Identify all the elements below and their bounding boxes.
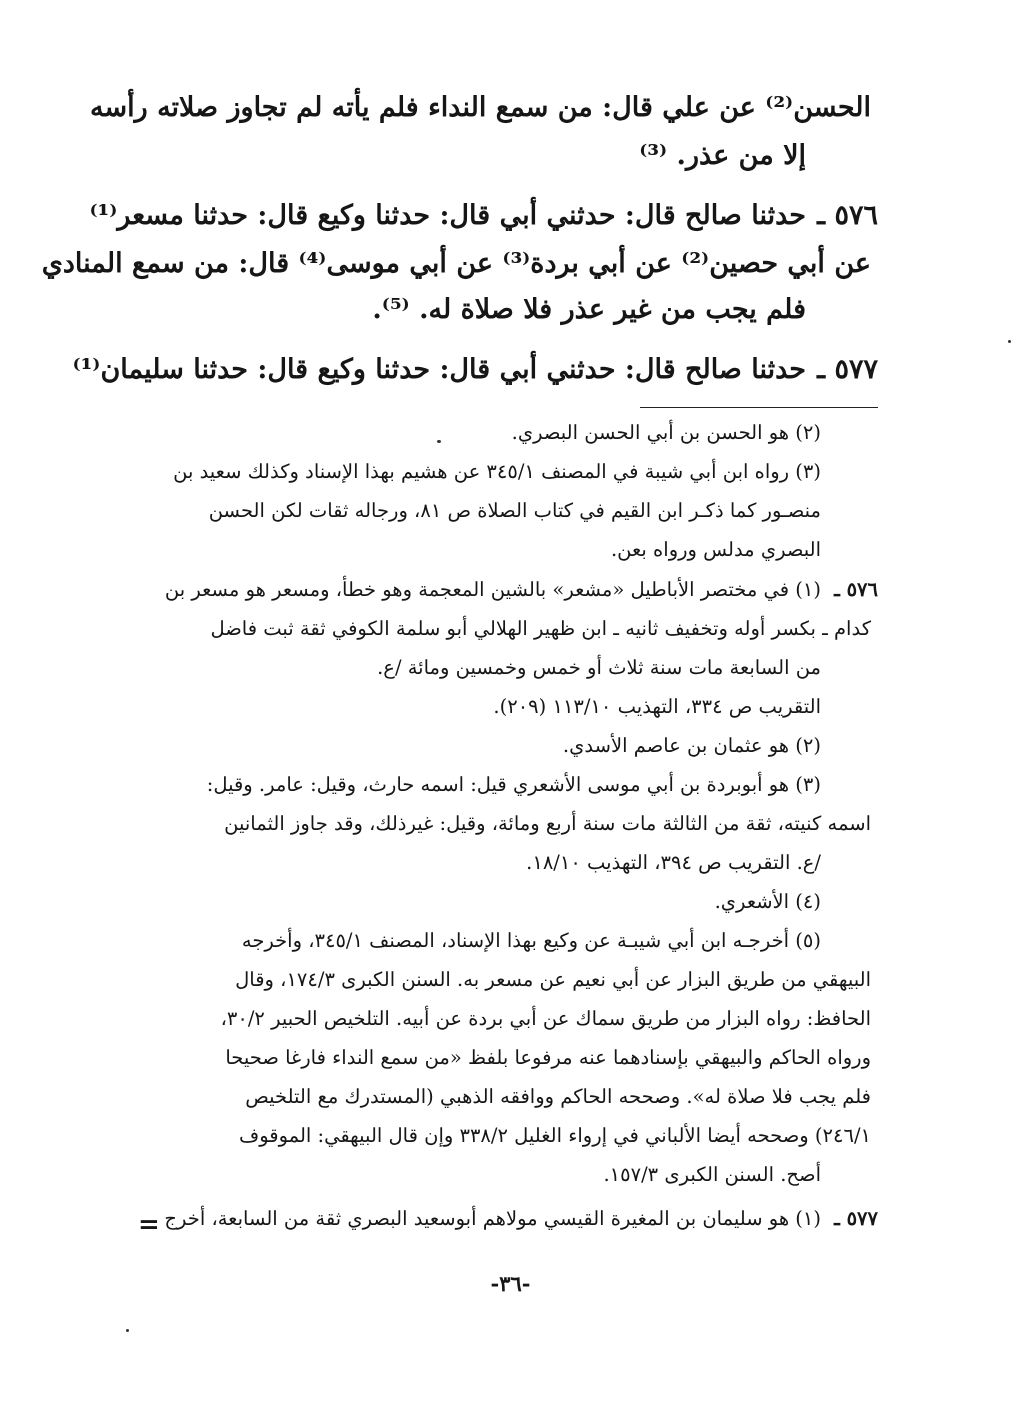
main-text-line: عن أبي حصين⁽²⁾ عن أبي بردة⁽³⁾ عن أبي موسى⁽⁴⁾ قال: من سمع المنادي [41, 248, 871, 279]
footnote-line: (٤) الأشعري. [714, 890, 821, 913]
page-number: -٣٦- [490, 1271, 531, 1296]
footnote-line: (٣) رواه ابن أبي شيبة في المصنف ٣٤٥/١ عن هشيم بهذا الإسناد وكذلك سعيد بن [173, 460, 821, 483]
scan-speck [437, 440, 441, 443]
footnote-line: التقريب ص ٣٣٤، التهذيب ١١٣/١٠ (٢٠٩). [493, 695, 821, 718]
hadith-number: ٥٧٦ ـ [817, 200, 878, 231]
footnote-hadith-number: ٥٧٧ ـ [834, 1207, 878, 1230]
footnote-line: /ع. التقريب ص ٣٩٤، التهذيب ١٨/١٠. [526, 851, 821, 874]
main-text-line: الحسن⁽²⁾ عن علي قال: من سمع النداء فلم يأته لم تجاوز صلاته رأسه [90, 92, 871, 123]
hadith-number: ٥٧٧ ـ [817, 354, 878, 385]
footnote-line: أصح. السنن الكبرى ١٥٧/٣. [603, 1163, 821, 1186]
footnote-line: فلم يجب فلا صلاة له». وصححه الحاكم ووافقه الذهبي (المستدرك مع التلخيص [245, 1085, 871, 1108]
footnote-line: ورواه الحاكم والبيهقي بإسنادهما عنه مرفوعا بلفظ «من سمع النداء فارغا صحيحا [225, 1046, 871, 1069]
footnote-line: كدام ـ بكسر أوله وتخفيف ثانيه ـ ابن ظهير الهلالي أبو سلمة الكوفي ثقة ثبت فاضل [210, 617, 871, 640]
footnote-line: (٢) هو عثمان بن عاصم الأسدي. [562, 734, 821, 757]
footnote-line: منصـور كما ذكـر ابن القيم في كتاب الصلاة ص ٨١، ورجاله ثقات لكن الحسن [208, 499, 821, 522]
footnote-line: الحافظ: رواه البزار من طريق سماك عن أبي بردة عن أبيه. التلخيص الحبير ٣٠/٢، [220, 1007, 871, 1030]
footnote-line: البصري مدلس ورواه بعن. [610, 538, 821, 561]
footnote-line: البيهقي من طريق البزار عن أبي نعيم عن مسعر به. السنن الكبرى ١٧٤/٣، وقال [235, 968, 871, 991]
continuation-mark: = [138, 1210, 160, 1240]
scan-speck [1008, 340, 1011, 343]
main-text-line: إلا من عذر. ⁽³⁾ [639, 140, 806, 171]
footnote-line: ٢٤٦/١) وصححه أيضا الألباني في إرواء الغليل ٣٣٨/٢ وإن قال البيهقي: الموقوف [238, 1124, 871, 1147]
scan-speck [126, 1329, 129, 1332]
footnote-separator [640, 407, 878, 408]
main-text-line: حدثنا صالح قال: حدثني أبي قال: حدثنا وكيع قال: حدثنا سليمان⁽¹⁾ [72, 354, 806, 385]
footnote-line: (٢) هو الحسن بن أبي الحسن البصري. [511, 421, 821, 444]
footnote-line: (١) في مختصر الأباطيل «مشعر» بالشين المعجمة وهو خطأ، ومسعر هو مسعر بن [164, 578, 821, 601]
footnote-line: من السابعة مات سنة ثلاث أو خمس وخمسين ومائة /ع. [377, 656, 821, 679]
footnote-line: (٣) هو أبوبردة بن أبي موسى الأشعري قيل: اسمه حارث، وقيل: عامر. وقيل: [206, 773, 821, 796]
footnote-line: (٥) أخرجـه ابن أبي شيبـة عن وكيع بهذا الإسناد، المصنف ٣٤٥/١، وأخرجه [241, 929, 821, 952]
footnote-line: اسمه كنيته، ثقة من الثالثة مات سنة أربع ومائة، وقيل: غيرذلك، وقد جاوز الثمانين [224, 812, 871, 835]
footnote-line: (١) هو سليمان بن المغيرة القيسي مولاهم أبوسعيد البصري ثقة من السابعة، أخرج [164, 1207, 821, 1230]
footnote-hadith-number: ٥٧٦ ـ [834, 578, 878, 601]
main-text-line: حدثنا صالح قال: حدثني أبي قال: حدثنا وكيع قال: حدثنا مسعر⁽¹⁾ [89, 200, 806, 231]
main-text-line: فلم يجب من غير عذر فلا صلاة له. ⁽⁵⁾. [372, 294, 806, 325]
